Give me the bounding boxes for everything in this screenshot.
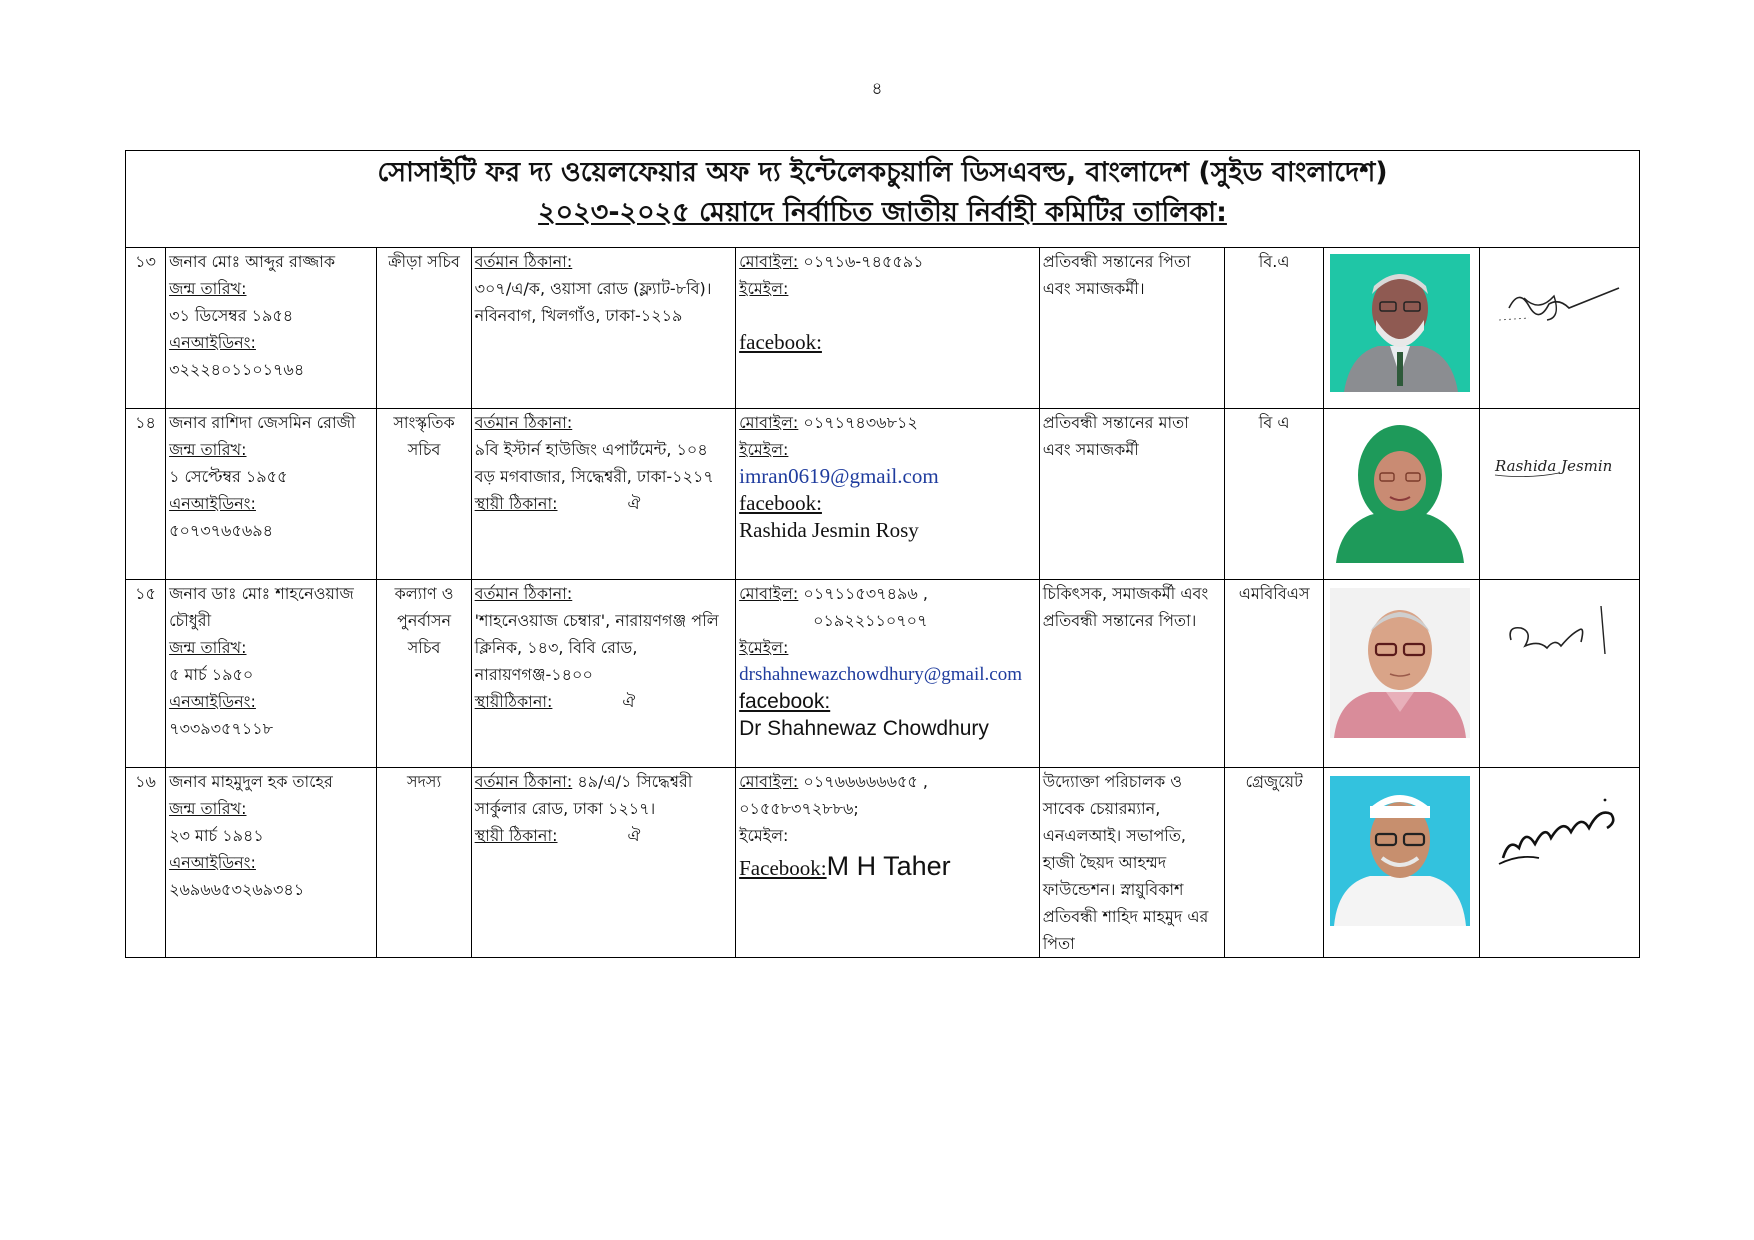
table-row [126, 248, 1640, 409]
address-cell [471, 768, 736, 958]
signature-image [1489, 788, 1629, 878]
document-title: সোসাইটি ফর দ্য ওয়েলফেয়ার অফ দ্য ইন্টেলেকচুয়ালি ডিসএবল্ড, বাংলাদেশ (সুইড বাংলাদেশ) [377, 157, 1388, 188]
name-cell [166, 409, 377, 580]
name-cell [166, 768, 377, 958]
permanent-address-label: স্থায়ীঠিকানা: [474, 692, 553, 711]
present-address-label: বর্তমান ঠিকানা: [474, 772, 573, 791]
signature-image [1489, 600, 1629, 670]
member-photo [1330, 588, 1470, 738]
table-row [126, 580, 1640, 768]
background-cell: প্রতিবন্ধী সন্তানের মাতা এবং সমাজকর্মী [1039, 409, 1224, 580]
name-cell [166, 248, 377, 409]
page-number: ৪ [871, 79, 883, 99]
signature-text: Rashida Jesmin [1495, 457, 1613, 475]
nid-label: এনআইডিনং: [169, 692, 256, 711]
background-cell: চিকিৎসক, সমাজকর্মী এবং প্রতিবন্ধী সন্তানের পিতা। [1039, 580, 1224, 768]
serial-cell: ১৪ [126, 409, 166, 580]
serial-cell: ১৩ [126, 248, 166, 409]
mobile-value: ০১৫৫৮৩৭২৮৮৬; [739, 799, 859, 818]
dob-value: ৩১ ডিসেম্বর ১৯৫৪ [169, 306, 294, 325]
table-header-row [126, 151, 1640, 248]
permanent-address-value: ঐ [622, 692, 636, 711]
mobile-value: ০১৯২২১১০৭০৭ [813, 611, 928, 630]
signature-cell [1479, 580, 1639, 768]
address-value: 'শাহনেওয়াজ চেম্বার', নারায়ণগঞ্জ পলি ক্লিনিক, ১৪৩, বিবি রোড, নারায়ণগঞ্জ-১৪০০ [474, 611, 719, 684]
facebook-label: facebook: [739, 491, 822, 515]
name-cell [166, 580, 377, 768]
background-cell: উদ্যোক্তা পরিচালক ও সাবেক চেয়ারম্যান, এনএলআই। সভাপতি, হাজী ছৈয়দ আহম্মদ ফাউন্ডেশন। স্নায়ুবিকাশ প্রতিবন্ধী শাহিদ মাহমুদ এর পিতা [1039, 768, 1224, 958]
table-row [126, 409, 1640, 580]
dob-label: জন্ম তারিখ: [169, 638, 247, 657]
nid-label: এনআইডিনং: [169, 853, 256, 872]
document-subtitle: ২০২৩-২০২৫ মেয়াদে নির্বাচিত জাতীয় নির্বাহী কমিটির তালিকা: [538, 197, 1227, 228]
mobile-value: ০১৭১৭৪৩৬৮১২ [803, 413, 918, 432]
address-cell [471, 580, 736, 768]
address-value: ৪৯/এ/১ সিদ্ধেশ্বরী সার্কুলার রোড, ঢাকা ১২১৭। [474, 772, 693, 818]
email-link[interactable]: imran0619@gmail.com [739, 464, 939, 488]
mobile-label: মোবাইল: [739, 772, 799, 791]
mobile-label: মোবাইল: [739, 252, 799, 271]
facebook-label: Facebook: [739, 856, 827, 880]
address-value: ৩০৭/এ/ক, ওয়াসা রোড (ফ্ল্যাট-৮বি)। [474, 279, 712, 298]
permanent-address-label: স্থায়ী ঠিকানা: [474, 494, 558, 513]
mobile-label: মোবাইল: [739, 413, 799, 432]
email-label: ইমেইল: [739, 826, 789, 845]
nid-label: এনআইডিনং: [169, 494, 256, 513]
signature-image [1489, 429, 1629, 499]
facebook-name: M H Taher [826, 851, 951, 881]
address-value: ৯বি ইস্টার্ন হাউজিং এপার্টমেন্ট, ১০৪ বড় মগবাজার, সিদ্ধেশ্বরী, ঢাকা-১২১৭ [474, 440, 714, 486]
serial-cell: ১৬ [126, 768, 166, 958]
address-cell [471, 409, 736, 580]
signature-cell [1479, 409, 1639, 580]
dob-label: জন্ম তারিখ: [169, 440, 247, 459]
address-value: নবিনবাগ, খিলগাঁও, ঢাকা-১২১৯ [474, 306, 683, 325]
photo-cell [1324, 768, 1479, 958]
member-name: জনাব ডাঃ মোঃ শাহনেওয়াজ চৌধুরী [169, 584, 354, 630]
present-address-label: বর্তমান ঠিকানা: [474, 584, 573, 603]
facebook-name: Rashida Jesmin Rosy [739, 518, 919, 542]
mobile-value: ০১৭১৬-৭৪৫৫৯১ [803, 252, 924, 271]
table-row [126, 768, 1640, 958]
signature-cell [1479, 768, 1639, 958]
facebook-name: Dr Shahnewaz Chowdhury [739, 717, 989, 740]
mobile-value: ০১৭১১৫৩৭৪৯৬ , [803, 584, 928, 603]
photo-cell [1324, 409, 1479, 580]
signature-image [1489, 268, 1629, 338]
member-photo [1330, 776, 1470, 926]
education-cell: এমবিবিএস [1225, 580, 1324, 768]
member-name: জনাব মাহমুদুল হক তাহের [169, 772, 333, 791]
table-header [126, 151, 1640, 248]
serial-cell: ১৫ [126, 580, 166, 768]
present-address-label: বর্তমান ঠিকানা: [474, 252, 573, 271]
dob-label: জন্ম তারিখ: [169, 799, 247, 818]
contact-cell [736, 248, 1040, 409]
nid-value: ৫০৭৩৭৬৫৬৯৪ [169, 521, 274, 540]
member-name: জনাব রাশিদা জেসমিন রোজী [169, 413, 356, 432]
designation-cell: কল্যাণ ও পুনর্বাসন সচিব [377, 580, 471, 768]
photo-cell [1324, 580, 1479, 768]
member-photo [1330, 254, 1470, 392]
photo-cell [1324, 248, 1479, 409]
contact-cell [736, 580, 1040, 768]
email-label: ইমেইল: [739, 279, 789, 298]
email-label: ইমেইল: [739, 638, 789, 657]
permanent-address-label: স্থায়ী ঠিকানা: [474, 826, 558, 845]
dob-label: জন্ম তারিখ: [169, 279, 247, 298]
facebook-label: facebook: [739, 690, 831, 713]
permanent-address-value: ঐ [627, 826, 641, 845]
dob-value: ১ সেপ্টেম্বর ১৯৫৫ [169, 467, 288, 486]
address-cell [471, 248, 736, 409]
dob-value: ২৩ মার্চ ১৯৪১ [169, 826, 264, 845]
designation-cell: সদস্য [377, 768, 471, 958]
mobile-value: ০১৭৬৬৬৬৬৬৫৫ , [803, 772, 928, 791]
contact-cell [736, 768, 1040, 958]
committee-table [125, 150, 1640, 958]
mobile-label: মোবাইল: [739, 584, 799, 603]
designation-cell: ক্রীড়া সচিব [377, 248, 471, 409]
nid-value: ৭৩৩৯৩৫৭১১৮ [169, 719, 273, 738]
education-cell: গ্রেজুয়েট [1225, 768, 1324, 958]
present-address-label: বর্তমান ঠিকানা: [474, 413, 573, 432]
email-label: ইমেইল: [739, 440, 789, 459]
education-cell: বি.এ [1225, 248, 1324, 409]
dob-value: ৫ মার্চ ১৯৫০ [169, 665, 254, 684]
nid-value: ৩২২২৪০১১০১৭৬৪ [169, 360, 305, 379]
nid-label: এনআইডিনং: [169, 333, 256, 352]
background-cell: প্রতিবন্ধী সন্তানের পিতা এবং সমাজকর্মী। [1039, 248, 1224, 409]
contact-cell [736, 409, 1040, 580]
designation-cell: সাংস্কৃতিক সচিব [377, 409, 471, 580]
facebook-label: facebook: [739, 330, 822, 354]
member-photo [1330, 417, 1470, 563]
nid-value: ২৬৯৬৬৫৩২৬৯৩৪১ [169, 880, 305, 899]
education-cell: বি এ [1225, 409, 1324, 580]
permanent-address-value: ঐ [627, 494, 641, 513]
signature-cell [1479, 248, 1639, 409]
member-name: জনাব মোঃ আব্দুর রাজ্জাক [169, 252, 336, 271]
email-link[interactable]: drshahnewazchowdhury@gmail.com [739, 664, 1023, 685]
